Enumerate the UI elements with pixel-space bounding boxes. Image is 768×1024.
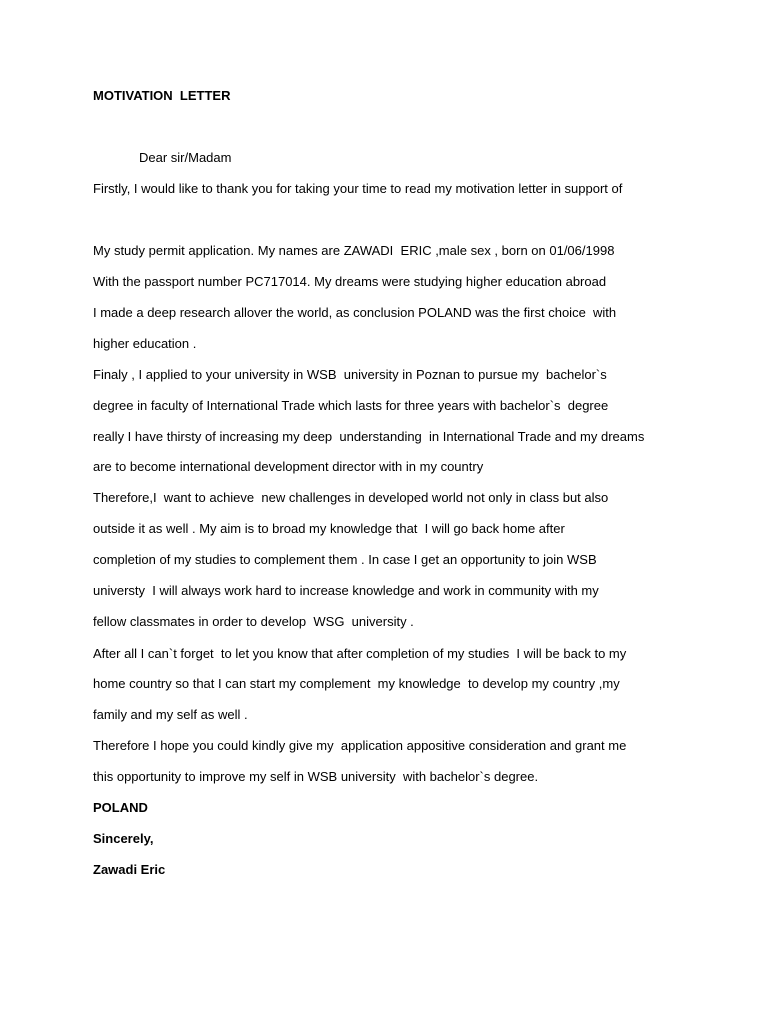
body-line: outside it as well . My aim is to broad my knowledge that I will go back home after [93, 521, 565, 536]
letter-title: MOTIVATION LETTER [93, 88, 231, 103]
body-line: I made a deep research allover the world, as conclusion POLAND was the first choice with [93, 305, 617, 320]
body-line: home country so that I can start my complement my knowledge to develop my country ,my [93, 676, 620, 691]
body-line: My study permit application. My names are ZAWADI ERIC ,male sex , born on 01/06/1998 [93, 243, 615, 258]
body-line: completion of my studies to complement them . In case I get an opportunity to join WSB [93, 552, 597, 567]
closing-country: POLAND [93, 800, 148, 815]
body-line: fellow classmates in order to develop WSG university . [93, 614, 414, 629]
body-line: family and my self as well . [93, 707, 248, 722]
body-line: this opportunity to improve my self in WSB university with bachelor`s degree. [93, 769, 539, 784]
body-line: Therefore I hope you could kindly give my application appositive consideration and grant me [93, 738, 627, 753]
body-line: After all I can`t forget to let you know that after completion of my studies I will be back to my [93, 646, 627, 661]
body-line: higher education . [93, 336, 197, 351]
signature: Zawadi Eric [93, 862, 166, 877]
body-line: really I have thirsty of increasing my deep understanding in International Trade and my dreams [93, 429, 645, 444]
body-line: With the passport number PC717014. My dreams were studying higher education abroad [93, 274, 607, 289]
body-line: Therefore,I want to achieve new challenges in developed world not only in class but also [93, 490, 609, 505]
body-line: are to become international development director with in my country [93, 459, 484, 474]
body-line: universty I will always work hard to increase knowledge and work in community with my [93, 583, 599, 598]
body-line: Finaly , I applied to your university in WSB university in Poznan to pursue my bachelor`s [93, 367, 607, 382]
closing: Sincerely, [93, 831, 154, 846]
body-line: Firstly, I would like to thank you for taking your time to read my motivation letter in support of [93, 181, 623, 196]
body-line: degree in faculty of International Trade which lasts for three years with bachelor`s degree [93, 398, 609, 413]
salutation: Dear sir/Madam [139, 150, 232, 165]
